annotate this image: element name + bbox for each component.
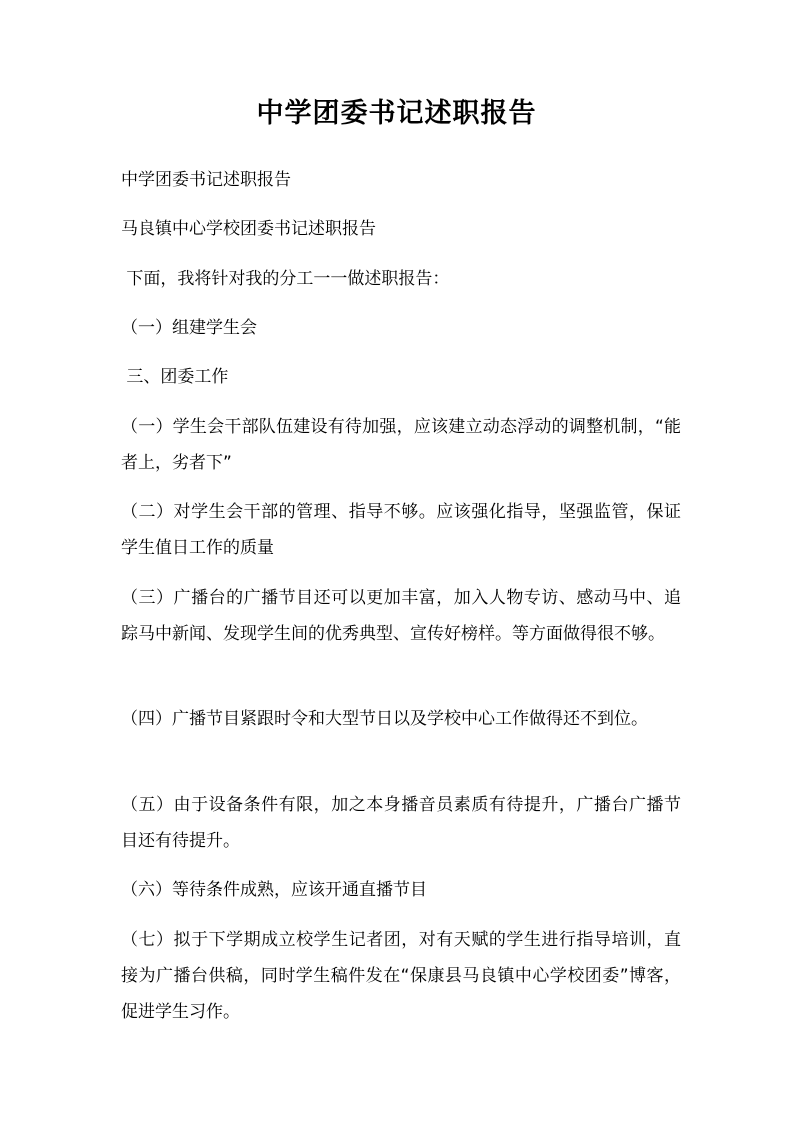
paragraph-intro: 下面，我将针对我的分工一一做述职报告： [121, 269, 450, 289]
paragraph-section-three: 三、团委工作 [121, 367, 229, 387]
paragraph-item-1: （一）学生会干部队伍建设有待加强，应该建立动态浮动的调整机制，“能者上，劣者下” [121, 417, 681, 473]
paragraph-subtitle: 中学团委书记述职报告 [121, 170, 291, 190]
paragraph-item-student-union: （一）组建学生会 [121, 318, 257, 338]
paragraph-report-heading: 马良镇中心学校团委书记述职报告 [121, 219, 376, 239]
paragraph-item-7: （七）拟于下学期成立校学生记者团，对有天赋的学生进行指导培训，直接为广播台供稿，同时学生稿件发在“保康县马良镇中心学校团委”博客，促进学生习作。 [121, 930, 681, 1022]
paragraph-item-2: （二）对学生会干部的管理、指导不够。应该强化指导，坚强监管，保证学生值日工作的质量 [121, 502, 681, 558]
paragraph-item-4: （四）广播节目紧跟时令和大型节日以及学校中心工作做得还不到位。 [121, 709, 648, 729]
paragraph-item-3: （三）广播台的广播节目还可以更加丰富，加入人物专访、感动马中、追踪马中新闻、发现学生间的优秀典型、宣传好榜样。等方面做得很不够。 [121, 588, 681, 644]
paragraph-item-5: （五）由于设备条件有限，加之本身播音员素质有待提升，广播台广播节目还有待提升。 [121, 795, 681, 851]
paragraph-item-6: （六）等待条件成熟，应该开通直播节目 [121, 880, 427, 900]
document-title: 中学团委书记述职报告 [256, 98, 537, 129]
